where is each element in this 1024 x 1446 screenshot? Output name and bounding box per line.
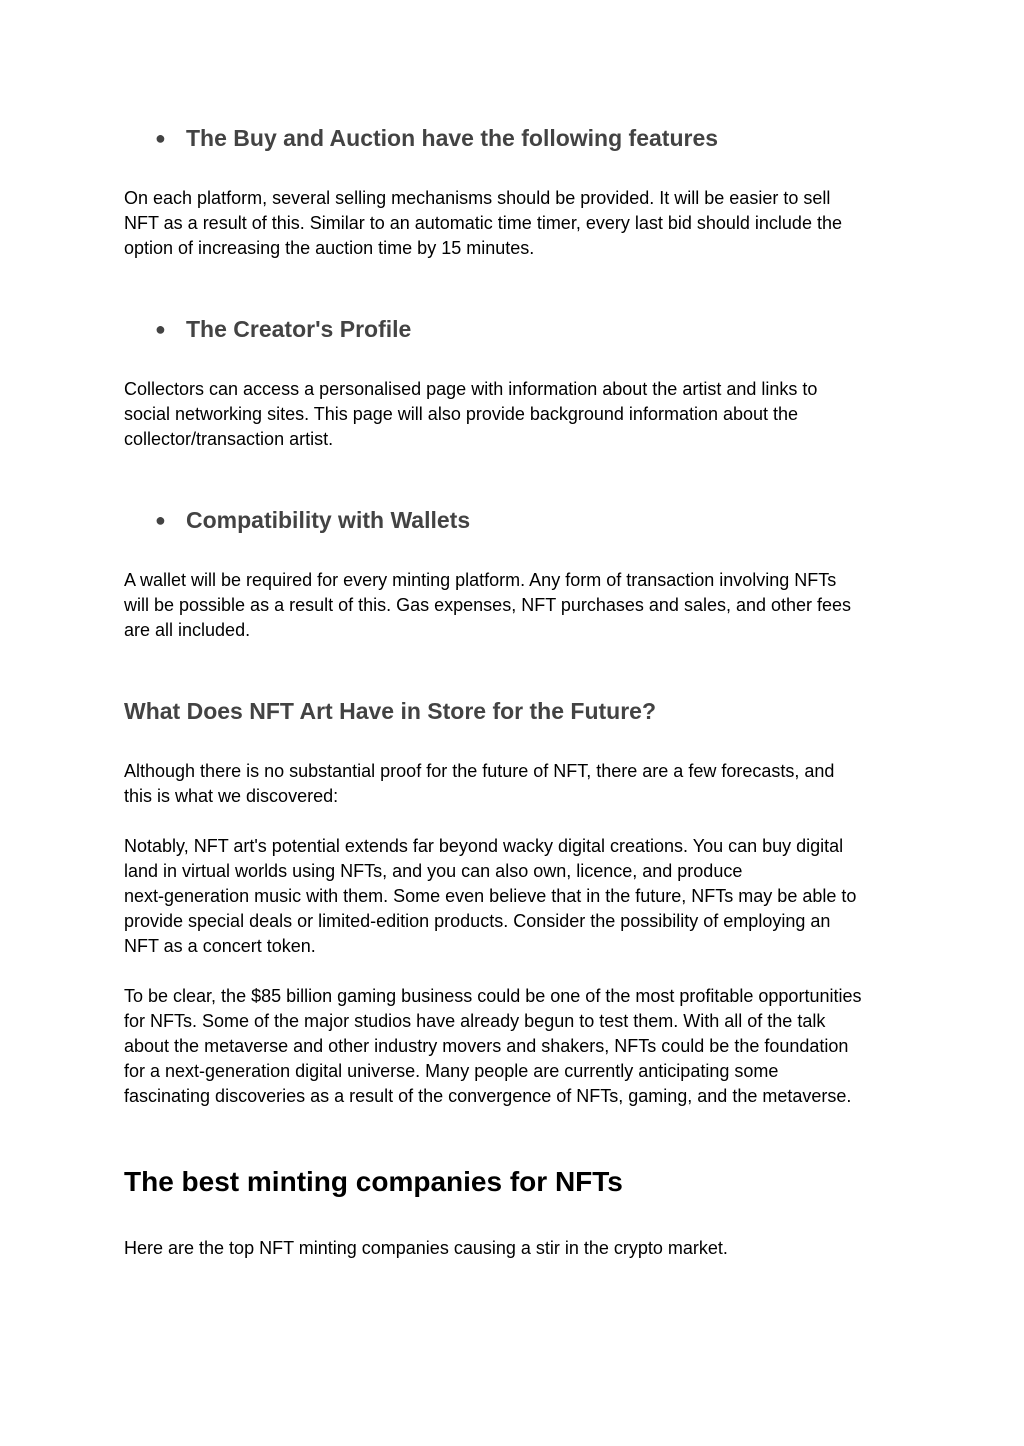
paragraph-line: for a next-generation digital universe. Many people are currently anticipating some — [124, 1061, 779, 1081]
future-heading: What Does NFT Art Have in Store for the Future? — [124, 698, 657, 724]
paragraph-creator-profile — [124, 377, 904, 452]
bullet-icon: ● — [155, 510, 166, 530]
heading-text: Compatibility with Wallets — [186, 507, 471, 533]
paragraph-line: land in virtual worlds using NFTs, and you can also own, licence, and produce — [124, 861, 743, 881]
section-heading-creator-profile — [155, 315, 411, 343]
paragraph-line: fascinating discoveries as a result of the convergence of NFTs, gaming, and the metaverse. — [124, 1086, 852, 1106]
paragraph-line: collector/transaction artist. — [124, 429, 334, 449]
future-paragraph-3 — [124, 984, 904, 1109]
future-paragraph-2 — [124, 834, 904, 959]
paragraph-line: this is what we discovered: — [124, 786, 339, 806]
heading-text: The Creator's Profile — [186, 316, 412, 342]
paragraph-line: about the metaverse and other industry movers and shakers, NFTs could be the foundation — [124, 1036, 849, 1056]
paragraph-line: provide special deals or limited-edition products. Consider the possibility of employing an — [124, 911, 831, 931]
paragraph-line: To be clear, the $85 billion gaming business could be one of the most profitable opportunities — [124, 986, 862, 1006]
paragraph-line: Here are the top NFT minting companies causing a stir in the crypto market. — [124, 1238, 728, 1258]
minting-heading: The best minting companies for NFTs — [124, 1166, 623, 1197]
paragraph-line: Collectors can access a personalised page with information about the artist and links to — [124, 379, 818, 399]
paragraph-line: NFT as a concert token. — [124, 936, 316, 956]
paragraph-line: Notably, NFT art's potential extends far beyond wacky digital creations. You can buy digital — [124, 836, 844, 856]
bullet-icon: ● — [155, 319, 166, 339]
paragraph-line: next-generation music with them. Some even believe that in the future, NFTs may be able to — [124, 886, 857, 906]
paragraph-line: On each platform, several selling mechanisms should be provided. It will be easier to sell — [124, 188, 831, 208]
paragraph-buy-auction — [124, 186, 904, 261]
paragraph-line: NFT as a result of this. Similar to an automatic time timer, every last bid should include the — [124, 213, 842, 233]
future-paragraph-1 — [124, 759, 904, 809]
paragraph-line: social networking sites. This page will also provide background information about the — [124, 404, 799, 424]
paragraph-line: option of increasing the auction time by 15 minutes. — [124, 238, 535, 258]
paragraph-line: Although there is no substantial proof for the future of NFT, there are a few forecasts, and — [124, 761, 835, 781]
heading-text: The Buy and Auction have the following features — [186, 125, 719, 151]
paragraph-line: are all included. — [124, 620, 251, 640]
paragraph-line: for NFTs. Some of the major studios have already begun to test them. With all of the talk — [124, 1011, 826, 1031]
minting-paragraph — [124, 1236, 904, 1261]
paragraph-line: will be possible as a result of this. Gas expenses, NFT purchases and sales, and other fees — [124, 595, 852, 615]
paragraph-wallets — [124, 568, 904, 643]
section-heading-wallets — [155, 506, 470, 534]
paragraph-line: A wallet will be required for every minting platform. Any form of transaction involving NFTs — [124, 570, 837, 590]
bullet-icon: ● — [155, 128, 166, 148]
section-heading-buy-auction — [155, 124, 718, 152]
